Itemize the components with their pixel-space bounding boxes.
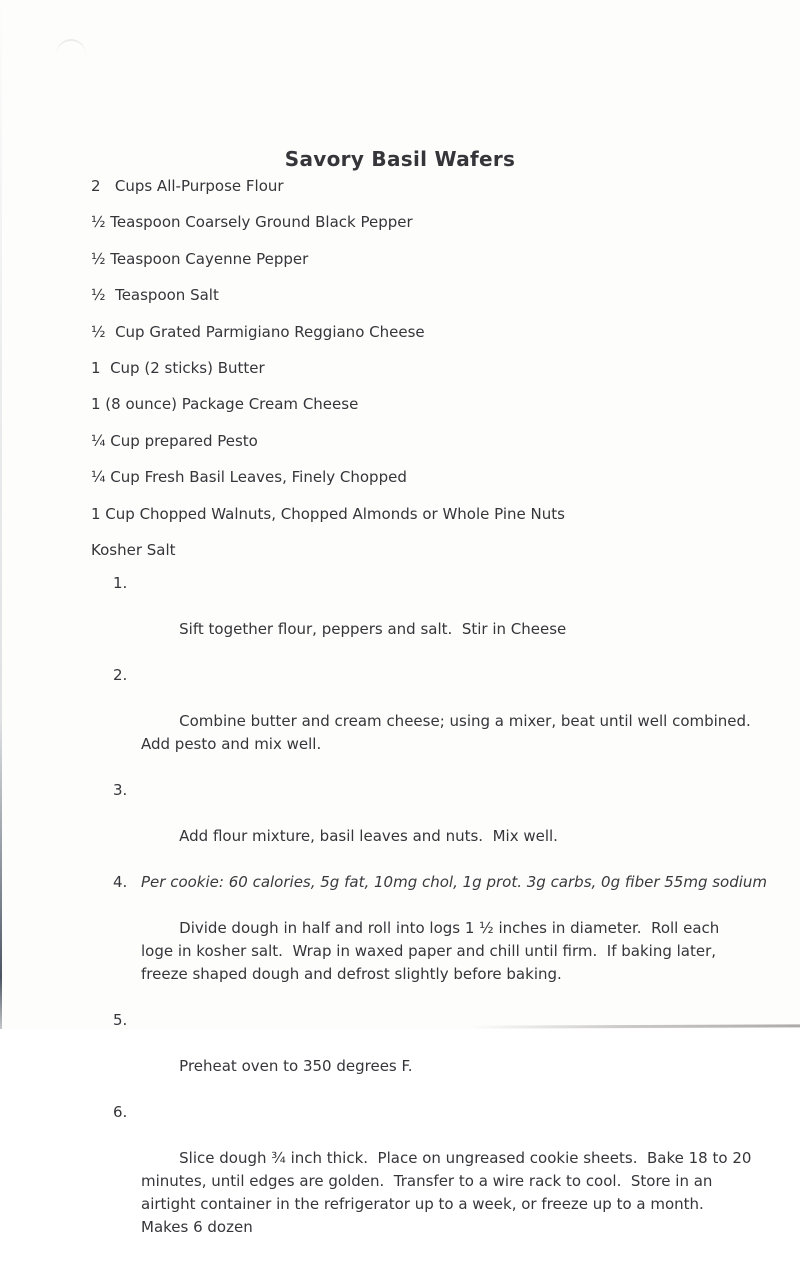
step-number: 5.: [113, 1011, 128, 1029]
instruction-list: [113, 572, 763, 1262]
step-text: Slice dough ¾ inch thick. Place on ungreased cookie sheets. Bake 18 to 20 minutes, until edges are golden. Transfer to a wire rack to cool. Store in an airtight container in the refrigerator up to a week, or freeze up to a month. Makes 6 dozen: [141, 1149, 757, 1236]
step-text: Add flour mixture, basil leaves and nuts. Mix well.: [179, 827, 558, 845]
recipe-title: Savory Basil Wafers: [284, 147, 516, 172]
ingredient-item: 1 Cup Chopped Walnuts, Chopped Almonds or Whole Pine Nuts: [91, 504, 565, 523]
step-number: 3.: [113, 781, 128, 799]
step-text: Sift together flour, peppers and salt. Stir in Cheese: [179, 620, 567, 638]
ingredient-item: ¼ Cup Fresh Basil Leaves, Finely Chopped: [91, 468, 407, 487]
step-number: 6.: [113, 1103, 128, 1121]
instruction-item: [113, 572, 753, 664]
instruction-item: [113, 1101, 757, 1262]
ingredient-item: Kosher Salt: [91, 540, 176, 559]
ingredient-item: ¼ Cup prepared Pesto: [91, 431, 258, 450]
ingredient-item: ½ Teaspoon Salt: [91, 286, 219, 305]
scan-artifact-arc: [56, 39, 86, 55]
ingredient-item: ½ Teaspoon Cayenne Pepper: [91, 249, 309, 268]
instruction-item: [113, 1009, 753, 1101]
step-number: 1.: [113, 574, 128, 592]
ingredient-list: [91, 168, 760, 568]
ingredient-item: ½ Cup Grated Parmigiano Reggiano Cheese: [91, 322, 425, 341]
ingredient-item: 1 (8 ounce) Package Cream Cheese: [91, 395, 359, 414]
ingredient-item: ½ Teaspoon Coarsely Ground Black Pepper: [91, 213, 413, 232]
ingredient-item: 1 Cup (2 sticks) Butter: [91, 358, 265, 377]
step-text: Preheat oven to 350 degrees F.: [179, 1057, 413, 1075]
step-number: 2.: [113, 666, 128, 684]
instruction-item: [113, 779, 753, 871]
step-text: Combine butter and cream cheese; using a mixer, beat until well combined. Add pesto and mix well.: [141, 712, 761, 753]
instruction-item: [113, 664, 761, 779]
ingredient-item: 2 Cups All-Purpose Flour: [91, 177, 284, 195]
step-number: 4.: [113, 873, 128, 891]
step-text: Divide dough in half and roll into logs 1 ½ inches in diameter. Roll each loge in kosher salt. Wrap in waxed paper and chill until firm. If baking later, freeze shaped dough and defrost slightly before baking.: [141, 919, 725, 983]
nutrition-note: Per cookie: 60 calories, 5g fat, 10mg chol, 1g prot. 3g carbs, 0g fiber 55mg sodium: [141, 873, 768, 891]
